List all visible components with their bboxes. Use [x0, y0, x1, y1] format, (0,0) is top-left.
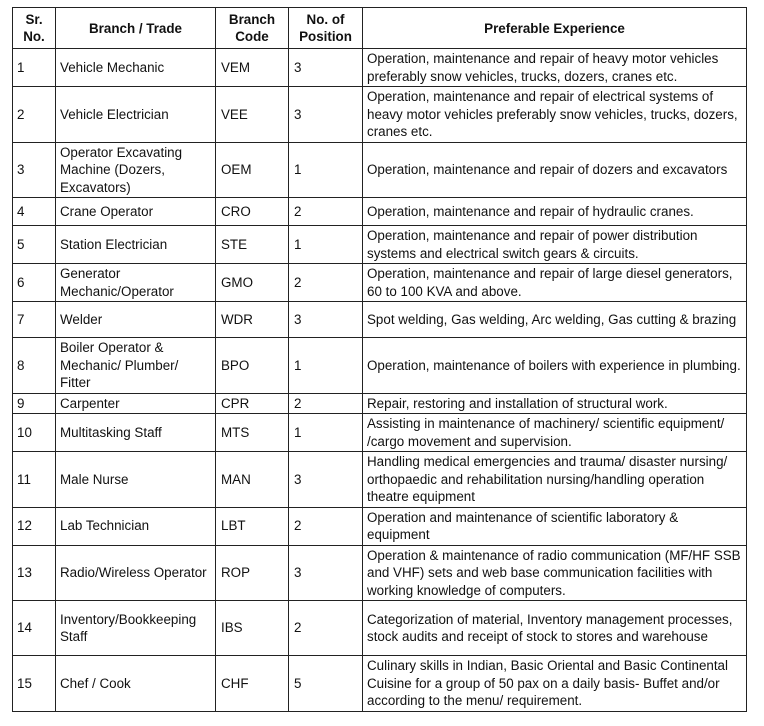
cell-sr-no: 7	[13, 302, 56, 338]
cell-branch-trade: Radio/Wireless Operator	[56, 545, 216, 601]
cell-preferable-experience: Operation, maintenance and repair of power distribution systems and electrical switch gears & circuits.	[363, 226, 747, 264]
cell-sr-no: 1	[13, 49, 56, 87]
cell-branch-trade: Welder	[56, 302, 216, 338]
cell-branch-trade: Crane Operator	[56, 198, 216, 226]
table-row	[13, 226, 747, 264]
table-header	[13, 8, 747, 49]
cell-branch-trade: Chef / Cook	[56, 656, 216, 712]
cell-branch-code: ROP	[216, 545, 289, 601]
cell-preferable-experience: Operation, maintenance and repair of electrical systems of heavy motor vehicles preferably snow vehicles, trucks, dozers, cranes etc.	[363, 87, 747, 143]
table-row	[13, 545, 747, 601]
cell-sr-no: 6	[13, 264, 56, 302]
cell-sr-no: 11	[13, 452, 56, 508]
cell-no-of-position: 1	[289, 338, 363, 394]
cell-branch-code: CHF	[216, 656, 289, 712]
table-row	[13, 49, 747, 87]
table-row	[13, 338, 747, 394]
cell-sr-no: 4	[13, 198, 56, 226]
cell-no-of-position: 2	[289, 393, 363, 414]
cell-no-of-position: 1	[289, 142, 363, 198]
cell-branch-trade: Vehicle Electrician	[56, 87, 216, 143]
cell-no-of-position: 3	[289, 49, 363, 87]
cell-preferable-experience: Culinary skills in Indian, Basic Oriental and Basic Continental Cuisine for a group of 50 pax on a daily basis- Buffet and/or according to the menu/ requirement.	[363, 656, 747, 712]
table-row	[13, 198, 747, 226]
cell-branch-trade: Operator Excavating Machine (Dozers, Excavators)	[56, 142, 216, 198]
cell-sr-no: 2	[13, 87, 56, 143]
cell-no-of-position: 2	[289, 264, 363, 302]
cell-branch-code: WDR	[216, 302, 289, 338]
cell-sr-no: 10	[13, 414, 56, 452]
cell-branch-trade: Inventory/Bookkeeping Staff	[56, 601, 216, 656]
cell-preferable-experience: Repair, restoring and installation of structural work.	[363, 393, 747, 414]
cell-no-of-position: 5	[289, 656, 363, 712]
cell-no-of-position: 1	[289, 226, 363, 264]
table-row	[13, 393, 747, 414]
cell-sr-no: 5	[13, 226, 56, 264]
cell-branch-code: MTS	[216, 414, 289, 452]
cell-branch-trade: Carpenter	[56, 393, 216, 414]
header-preferable-experience: Preferable Experience	[363, 8, 747, 49]
positions-table	[12, 7, 747, 712]
cell-branch-code: VEE	[216, 87, 289, 143]
cell-no-of-position: 3	[289, 545, 363, 601]
header-branch-trade: Branch / Trade	[56, 8, 216, 49]
cell-branch-trade: Male Nurse	[56, 452, 216, 508]
cell-no-of-position: 2	[289, 507, 363, 545]
cell-preferable-experience: Operation and maintenance of scientific laboratory & equipment	[363, 507, 747, 545]
cell-sr-no: 13	[13, 545, 56, 601]
table-row	[13, 656, 747, 712]
table-row	[13, 452, 747, 508]
cell-preferable-experience: Operation, maintenance and repair of large diesel generators, 60 to 100 KVA and above.	[363, 264, 747, 302]
table-row	[13, 601, 747, 656]
table-row	[13, 142, 747, 198]
cell-no-of-position: 2	[289, 198, 363, 226]
cell-preferable-experience: Categorization of material, Inventory management processes, stock audits and receipt of stock to stores and warehouse	[363, 601, 747, 656]
cell-no-of-position: 3	[289, 87, 363, 143]
table-row	[13, 302, 747, 338]
cell-sr-no: 14	[13, 601, 56, 656]
cell-no-of-position: 2	[289, 601, 363, 656]
cell-no-of-position: 3	[289, 452, 363, 508]
cell-sr-no: 9	[13, 393, 56, 414]
header-sr-no: Sr. No.	[13, 8, 56, 49]
table-row	[13, 414, 747, 452]
cell-branch-trade: Generator Mechanic/Operator	[56, 264, 216, 302]
table-row	[13, 507, 747, 545]
cell-preferable-experience: Handling medical emergencies and trauma/ disaster nursing/ orthopaedic and rehabilitation nursing/handling operation theatre equipment	[363, 452, 747, 508]
cell-branch-code: MAN	[216, 452, 289, 508]
cell-branch-code: BPO	[216, 338, 289, 394]
cell-preferable-experience: Assisting in maintenance of machinery/ scientific equipment/ /cargo movement and supervision.	[363, 414, 747, 452]
cell-preferable-experience: Operation & maintenance of radio communication (MF/HF SSB and VHF) sets and web base communication facilities with working knowledge of computers.	[363, 545, 747, 601]
cell-no-of-position: 1	[289, 414, 363, 452]
cell-branch-code: LBT	[216, 507, 289, 545]
cell-branch-code: CRO	[216, 198, 289, 226]
table-row	[13, 87, 747, 143]
cell-sr-no: 8	[13, 338, 56, 394]
cell-branch-code: OEM	[216, 142, 289, 198]
cell-branch-code: IBS	[216, 601, 289, 656]
cell-sr-no: 3	[13, 142, 56, 198]
cell-preferable-experience: Spot welding, Gas welding, Arc welding, Gas cutting & brazing	[363, 302, 747, 338]
cell-branch-code: STE	[216, 226, 289, 264]
cell-branch-trade: Station Electrician	[56, 226, 216, 264]
header-no-of-position: No. of Position	[289, 8, 363, 49]
header-row	[13, 8, 747, 49]
cell-branch-trade: Vehicle Mechanic	[56, 49, 216, 87]
cell-sr-no: 12	[13, 507, 56, 545]
cell-preferable-experience: Operation, maintenance and repair of heavy motor vehicles preferably snow vehicles, trucks, dozers, cranes etc.	[363, 49, 747, 87]
cell-branch-code: GMO	[216, 264, 289, 302]
cell-preferable-experience: Operation, maintenance and repair of hydraulic cranes.	[363, 198, 747, 226]
header-branch-code: Branch Code	[216, 8, 289, 49]
cell-branch-trade: Lab Technician	[56, 507, 216, 545]
cell-preferable-experience: Operation, maintenance of boilers with experience in plumbing.	[363, 338, 747, 394]
table-row	[13, 264, 747, 302]
cell-branch-code: VEM	[216, 49, 289, 87]
cell-branch-trade: Multitasking Staff	[56, 414, 216, 452]
cell-preferable-experience: Operation, maintenance and repair of dozers and excavators	[363, 142, 747, 198]
cell-branch-code: CPR	[216, 393, 289, 414]
cell-branch-trade: Boiler Operator & Mechanic/ Plumber/ Fitter	[56, 338, 216, 394]
table-body	[13, 49, 747, 712]
cell-sr-no: 15	[13, 656, 56, 712]
cell-no-of-position: 3	[289, 302, 363, 338]
